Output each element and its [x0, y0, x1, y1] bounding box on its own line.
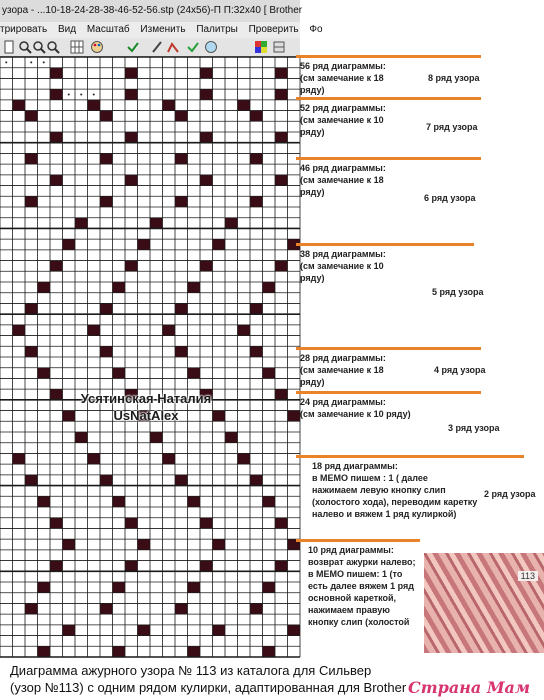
color-grid-icon[interactable]: [254, 40, 268, 54]
filled-stitch-cell[interactable]: [125, 132, 138, 143]
toolbar: [0, 38, 300, 57]
filled-stitch-cell[interactable]: [250, 603, 263, 614]
filled-stitch-cell[interactable]: [263, 646, 276, 657]
marked-stitch-dot: [30, 61, 32, 63]
filled-stitch-cell[interactable]: [100, 153, 113, 164]
filled-stitch-cell[interactable]: [163, 453, 176, 464]
filled-stitch-cell[interactable]: [175, 346, 188, 357]
callout-row-10: [308, 542, 424, 628]
orange-rule: [296, 455, 524, 458]
filled-stitch-cell[interactable]: [275, 561, 288, 572]
filled-stitch-cell[interactable]: [100, 603, 113, 614]
orange-rule: [296, 157, 481, 160]
filled-stitch-cell[interactable]: [25, 303, 38, 314]
filled-stitch-cell[interactable]: [175, 475, 188, 486]
filled-stitch-cell[interactable]: [25, 153, 38, 164]
filled-stitch-cell[interactable]: [175, 111, 188, 122]
filled-stitch-cell[interactable]: [250, 346, 263, 357]
filled-stitch-cell[interactable]: [113, 496, 126, 507]
filled-stitch-cell[interactable]: [238, 100, 251, 111]
filled-stitch-cell[interactable]: [213, 625, 226, 636]
palette-icon[interactable]: [90, 40, 104, 54]
filled-stitch-cell[interactable]: [188, 282, 201, 293]
filled-stitch-cell[interactable]: [75, 218, 88, 229]
filled-stitch-cell[interactable]: [200, 89, 213, 100]
filled-stitch-cell[interactable]: [188, 582, 201, 593]
new-icon[interactable]: [2, 40, 16, 54]
filled-stitch-cell[interactable]: [163, 325, 176, 336]
filled-stitch-cell[interactable]: [50, 175, 63, 186]
menu-item-scale[interactable]: Масштаб: [86, 24, 130, 35]
filled-stitch-cell[interactable]: [38, 282, 51, 293]
filled-stitch-cell[interactable]: [88, 325, 101, 336]
filled-stitch-cell[interactable]: [50, 518, 63, 529]
filled-stitch-cell[interactable]: [200, 561, 213, 572]
filled-stitch-cell[interactable]: [50, 89, 63, 100]
window-titlebar: [0, 0, 303, 23]
filled-stitch-cell[interactable]: [100, 111, 113, 122]
filled-stitch-cell[interactable]: [100, 196, 113, 207]
filled-stitch-cell[interactable]: [175, 153, 188, 164]
filled-stitch-cell[interactable]: [63, 539, 76, 550]
filled-stitch-cell[interactable]: [275, 261, 288, 272]
window-title: узора - ...10-18-24-28-38-46-52-56.stp (24x56)-П П:32x40 [ Brother: [2, 5, 303, 16]
filled-stitch-cell[interactable]: [200, 68, 213, 79]
check-icon[interactable]: [126, 40, 140, 54]
filled-stitch-cell[interactable]: [13, 453, 26, 464]
filled-stitch-cell[interactable]: [113, 582, 126, 593]
filled-stitch-cell[interactable]: [275, 89, 288, 100]
orange-rule: [296, 391, 481, 394]
filled-stitch-cell[interactable]: [225, 218, 238, 229]
filled-stitch-cell[interactable]: [138, 625, 151, 636]
filled-stitch-cell[interactable]: [200, 132, 213, 143]
marked-stitch-dot: [43, 61, 45, 63]
callout-text: 56 ряд диаграммы: (см замечание к 18 ряду): [300, 61, 386, 95]
site-logo: Страна Мам: [408, 678, 531, 697]
filled-stitch-cell[interactable]: [275, 389, 288, 400]
caption-line-1: Диаграмма ажурного узора № 113 из каталога для Сильвер: [10, 663, 372, 678]
filled-stitch-cell[interactable]: [38, 496, 51, 507]
filled-stitch-cell[interactable]: [150, 218, 163, 229]
pattern-row-label: 5 ряд узора: [432, 287, 484, 297]
marked-stitch-dot: [80, 94, 82, 96]
filled-stitch-cell[interactable]: [200, 261, 213, 272]
filled-stitch-cell[interactable]: [213, 539, 226, 550]
filled-stitch-cell[interactable]: [13, 325, 26, 336]
filled-stitch-cell[interactable]: [38, 368, 51, 379]
orange-rule: [296, 97, 481, 100]
watermark-author: Усятинская Наталия: [80, 391, 212, 406]
menu-item-format[interactable]: Фо: [309, 24, 323, 35]
watermark-nick: UsNatAlex: [113, 408, 179, 423]
callout-row-28: [300, 350, 485, 388]
watermark: [56, 390, 236, 424]
pattern-grid[interactable]: [0, 57, 300, 657]
filled-stitch-cell[interactable]: [125, 561, 138, 572]
search-icon[interactable]: [46, 40, 60, 54]
filled-stitch-cell[interactable]: [100, 346, 113, 357]
filled-stitch-cell[interactable]: [88, 100, 101, 111]
pencil-icon[interactable]: [166, 40, 180, 54]
filled-stitch-cell[interactable]: [63, 239, 76, 250]
filled-stitch-cell[interactable]: [50, 561, 63, 572]
filled-stitch-cell[interactable]: [125, 68, 138, 79]
filled-stitch-cell[interactable]: [275, 518, 288, 529]
filled-stitch-cell[interactable]: [175, 196, 188, 207]
filled-stitch-cell[interactable]: [138, 239, 151, 250]
filled-stitch-cell[interactable]: [213, 239, 226, 250]
filled-stitch-cell[interactable]: [125, 261, 138, 272]
filled-stitch-cell[interactable]: [125, 518, 138, 529]
filled-stitch-cell[interactable]: [263, 282, 276, 293]
filled-stitch-cell[interactable]: [263, 582, 276, 593]
filled-stitch-cell[interactable]: [125, 89, 138, 100]
filled-stitch-cell[interactable]: [175, 603, 188, 614]
filled-stitch-cell[interactable]: [200, 518, 213, 529]
filled-stitch-cell[interactable]: [125, 175, 138, 186]
callout-text: 38 ряд диаграммы: (см замечание к 10 ряду): [300, 249, 386, 283]
callout-text: 10 ряд диаграммы: возврат ажурки налево; в МЕМО пишем: 1 (то есть далее вяжем 1 ряд основной кареткой, нажимаем правую кнопку слип (холостой: [308, 545, 416, 627]
filled-stitch-cell[interactable]: [25, 603, 38, 614]
filled-stitch-cell[interactable]: [250, 153, 263, 164]
filled-stitch-cell[interactable]: [188, 368, 201, 379]
callout-row-46: [300, 160, 485, 203]
filled-stitch-cell[interactable]: [225, 432, 238, 443]
filled-stitch-cell[interactable]: [275, 132, 288, 143]
filled-stitch-cell[interactable]: [288, 625, 301, 636]
brush-icon[interactable]: [150, 40, 164, 54]
filled-stitch-cell[interactable]: [263, 496, 276, 507]
menu-item-palettes[interactable]: Палитры: [196, 24, 238, 35]
filled-stitch-cell[interactable]: [88, 453, 101, 464]
callout-text: 52 ряд диаграммы: (см замечание к 10 ряду): [300, 103, 386, 137]
menu-bar: [0, 22, 323, 38]
filled-stitch-cell[interactable]: [25, 346, 38, 357]
pattern-row-label: 2 ряд узора: [484, 489, 536, 499]
filled-stitch-cell[interactable]: [238, 325, 251, 336]
callout-row-24: [300, 394, 500, 433]
filled-stitch-cell[interactable]: [175, 303, 188, 314]
swatch-label: 113: [518, 571, 538, 581]
filled-stitch-cell[interactable]: [100, 475, 113, 486]
callout-text: 24 ряд диаграммы: (см замечание к 10 ряду): [300, 397, 411, 419]
grid-icon[interactable]: [70, 40, 84, 54]
callout-row-38: [300, 246, 485, 297]
orange-rule: [296, 539, 420, 542]
filled-stitch-cell[interactable]: [25, 111, 38, 122]
filled-stitch-cell[interactable]: [238, 453, 251, 464]
pattern-row-label: 8 ряд узора: [428, 73, 480, 83]
filled-stitch-cell[interactable]: [38, 582, 51, 593]
filled-stitch-cell[interactable]: [38, 646, 51, 657]
filled-stitch-cell[interactable]: [150, 432, 163, 443]
filled-stitch-cell[interactable]: [188, 496, 201, 507]
orange-rule: [296, 243, 474, 246]
filled-stitch-cell[interactable]: [100, 303, 113, 314]
pattern-row-label: 6 ряд узора: [424, 193, 476, 203]
callout-text: 46 ряд диаграммы: (см замечание к 18 ряду): [300, 163, 386, 197]
filled-stitch-cell[interactable]: [275, 68, 288, 79]
filled-stitch-cell[interactable]: [250, 111, 263, 122]
filled-stitch-cell[interactable]: [113, 282, 126, 293]
filled-stitch-cell[interactable]: [200, 175, 213, 186]
filled-stitch-cell[interactable]: [138, 539, 151, 550]
zoom-out-icon[interactable]: [32, 40, 46, 54]
settings-icon[interactable]: [272, 40, 286, 54]
callout-row-52: [300, 100, 485, 138]
marked-stitch-dot: [93, 94, 95, 96]
pattern-row-label: 7 ряд узора: [426, 122, 478, 132]
filled-stitch-cell[interactable]: [13, 100, 26, 111]
menu-item-filter[interactable]: трировать: [0, 24, 48, 35]
marked-stitch-dot: [68, 94, 70, 96]
filled-stitch-cell[interactable]: [113, 368, 126, 379]
filled-stitch-cell[interactable]: [75, 432, 88, 443]
filled-stitch-cell[interactable]: [25, 196, 38, 207]
filled-stitch-cell[interactable]: [188, 646, 201, 657]
zoom-in-icon[interactable]: [18, 40, 32, 54]
filled-stitch-cell[interactable]: [250, 196, 263, 207]
pattern-row-label: 4 ряд узора: [434, 365, 486, 375]
menu-item-edit[interactable]: Изменить: [140, 24, 186, 35]
filled-stitch-cell[interactable]: [250, 475, 263, 486]
filled-stitch-cell[interactable]: [25, 475, 38, 486]
filled-stitch-cell[interactable]: [50, 261, 63, 272]
marked-stitch-dot: [5, 61, 7, 63]
filled-stitch-cell[interactable]: [50, 132, 63, 143]
filled-stitch-cell[interactable]: [288, 411, 301, 422]
pattern-row-label: 3 ряд узора: [448, 423, 500, 433]
filled-stitch-cell[interactable]: [263, 368, 276, 379]
callout-text: 28 ряд диаграммы: (см замечание к 18 ряду): [300, 353, 386, 387]
menu-item-view[interactable]: Вид: [57, 24, 77, 35]
filled-stitch-cell[interactable]: [250, 303, 263, 314]
menu-item-check[interactable]: Проверить: [248, 24, 299, 35]
caption-line-2: (узор №113) с одним рядом кулирки, адаптированная для Brother: [10, 680, 407, 695]
callout-row-56: [300, 58, 485, 96]
filled-stitch-cell[interactable]: [113, 646, 126, 657]
orange-rule: [296, 347, 481, 350]
filled-stitch-cell[interactable]: [163, 100, 176, 111]
callout-text: 18 ряд диаграммы: в МЕМО пишем : 1 ( далее нажимаем левую кнопку слип (холостого хода), переводим каретку налево и вяжем 1 ряд кулиркой): [312, 461, 478, 519]
palette-brush-icon[interactable]: [204, 40, 218, 54]
callout-row-18: [312, 458, 536, 520]
orange-rule: [296, 55, 481, 58]
filled-stitch-cell[interactable]: [63, 625, 76, 636]
filled-stitch-cell[interactable]: [275, 175, 288, 186]
check-mark-icon[interactable]: [186, 40, 200, 54]
filled-stitch-cell[interactable]: [50, 68, 63, 79]
knitted-swatch-photo: [424, 553, 544, 653]
